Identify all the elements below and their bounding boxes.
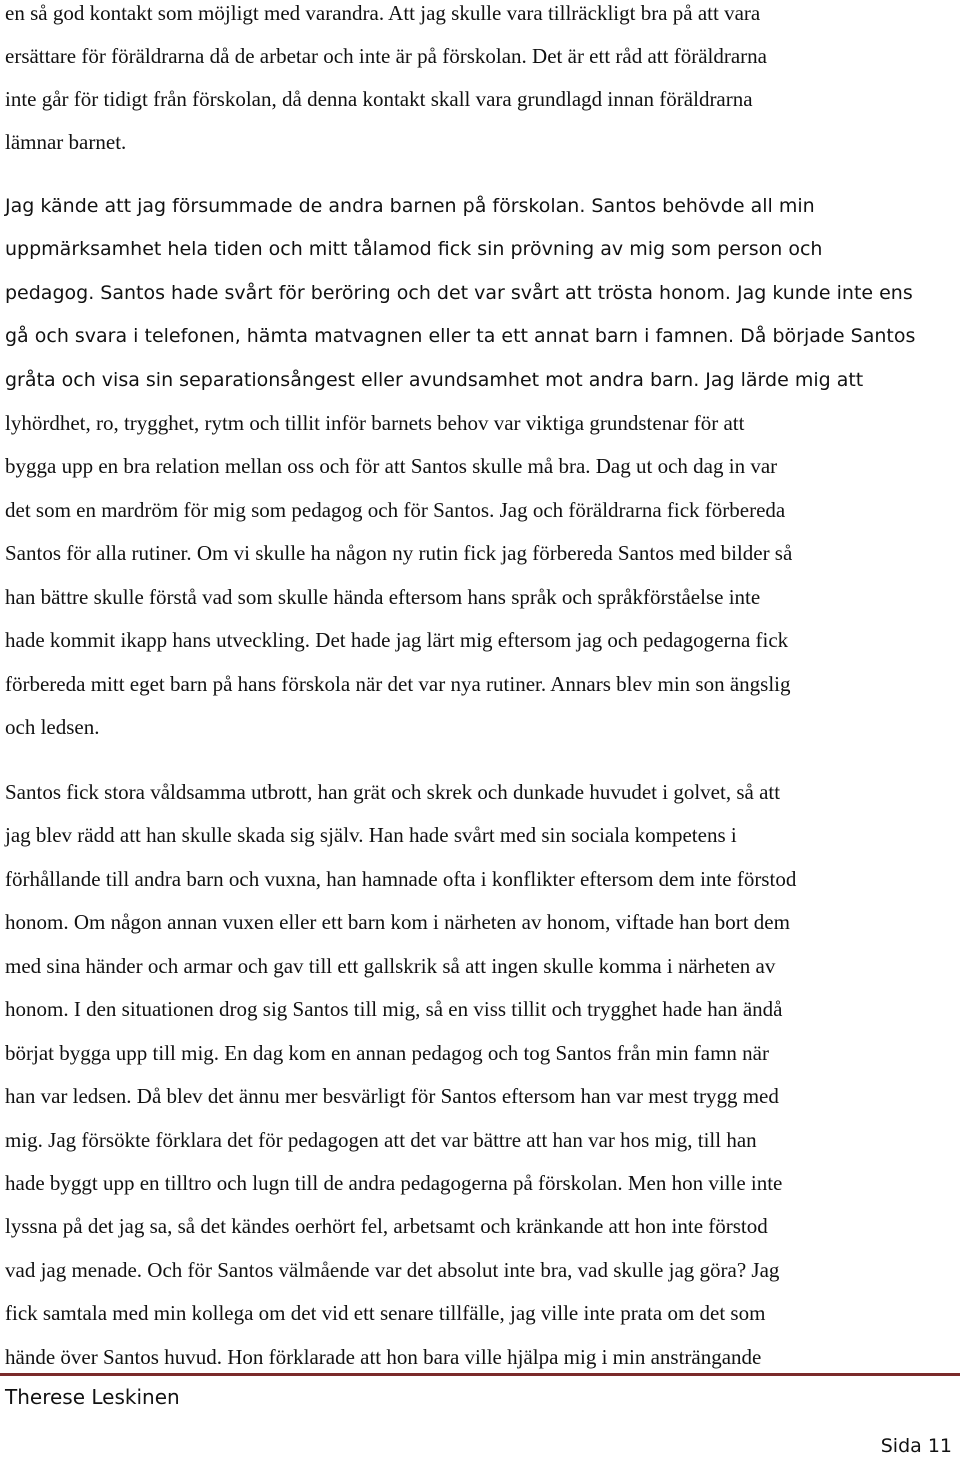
text-line: jag blev rädd att han skulle skada sig själv. Han hade svårt med sin sociala kompetens i bbox=[5, 823, 737, 847]
text-line: lyhördhet, ro, trygghet, rytm och tillit inför barnets behov var viktiga grundstenar för att bbox=[5, 411, 745, 435]
text-line: hade byggt upp en tilltro och lugn till de andra pedagogerna på förskolan. Men hon ville inte bbox=[5, 1171, 783, 1195]
text-line: pedagog. Santos hade svårt för beröring och det var svårt att trösta honom. Jag kunde inte ens bbox=[5, 282, 913, 304]
text-line: förhållande till andra barn och vuxna, han hamnade ofta i konflikter eftersom dem inte förstod bbox=[5, 867, 797, 891]
footer-author: Therese Leskinen bbox=[5, 1385, 180, 1409]
text-line: en så god kontakt som möjligt med varandra. Att jag skulle vara tillräckligt bra på att vara bbox=[5, 1, 761, 25]
text-line: förbereda mitt eget barn på hans förskola när det var nya rutiner. Annars blev min son ängslig bbox=[5, 672, 791, 696]
text-line: fick samtala med min kollega om det vid ett senare tillfälle, jag ville inte prata om det som bbox=[5, 1301, 766, 1325]
footer-divider bbox=[0, 1373, 960, 1376]
text-line: Jag kände att jag försummade de andra barnen på förskolan. Santos behövde all min bbox=[5, 195, 815, 217]
text-line: honom. I den situationen drog sig Santos till mig, så en viss tillit och trygghet hade han ändå bbox=[5, 997, 783, 1021]
text-line: det som en mardröm för mig som pedagog och för Santos. Jag och föräldrarna fick förbereda bbox=[5, 498, 786, 522]
text-line: och ledsen. bbox=[5, 715, 100, 739]
text-line: han bättre skulle förstå vad som skulle hända eftersom hans språk och språkförståelse inte bbox=[5, 585, 761, 609]
text-line: Santos fick stora våldsamma utbrott, han grät och skrek och dunkade huvudet i golvet, så att bbox=[5, 780, 781, 804]
text-line: hade kommit ikapp hans utveckling. Det hade jag lärt mig eftersom jag och pedagogerna fick bbox=[5, 628, 789, 652]
text-line: gråta och visa sin separationsångest eller avundsamhet mot andra barn. Jag lärde mig att bbox=[5, 369, 864, 391]
text-line: han var ledsen. Då blev det ännu mer besvärligt för Santos eftersom han var mest trygg med bbox=[5, 1084, 779, 1108]
text-line: lyssna på det jag sa, så det kändes oerhört fel, arbetsamt och kränkande att hon inte förstod bbox=[5, 1214, 768, 1238]
text-line: gå och svara i telefonen, hämta matvagnen eller ta ett annat barn i famnen. Då började Santos bbox=[5, 325, 916, 347]
text-line: ersättare för föräldrarna då de arbetar och inte är på förskolan. Det är ett råd att föräldrarna bbox=[5, 44, 767, 68]
text-line: lämnar barnet. bbox=[5, 130, 127, 154]
text-line: bygga upp en bra relation mellan oss och för att Santos skulle må bra. Dag ut och dag in var bbox=[5, 454, 778, 478]
text-line: inte går för tidigt från förskolan, då denna kontakt skall vara grundlagd innan föräldrarna bbox=[5, 87, 753, 111]
text-line: med sina händer och armar och gav till ett gallskrik så att ingen skulle komma i närheten av bbox=[5, 954, 776, 978]
text-line: mig. Jag försökte förklara det för pedagogen att det var bättre att han var hos mig, till han bbox=[5, 1128, 757, 1152]
text-line: vad jag menade. Och för Santos välmående var det absolut inte bra, vad skulle jag göra? Jag bbox=[5, 1258, 780, 1282]
page-number: Sida 11 bbox=[880, 1435, 952, 1457]
text-line: honom. Om någon annan vuxen eller ett barn kom i närheten av honom, viftade han bort dem bbox=[5, 910, 790, 934]
text-line: börjat bygga upp till mig. En dag kom en annan pedagog och tog Santos från min famn när bbox=[5, 1041, 769, 1065]
text-line: hände över Santos huvud. Hon förklarade att hon bara ville hjälpa mig i min ansträngande bbox=[5, 1345, 762, 1369]
text-line: Santos för alla rutiner. Om vi skulle ha någon ny rutin fick jag förbereda Santos med bilder så bbox=[5, 541, 793, 565]
text-line: uppmärksamhet hela tiden och mitt tålamod fick sin prövning av mig som person och bbox=[5, 238, 823, 260]
